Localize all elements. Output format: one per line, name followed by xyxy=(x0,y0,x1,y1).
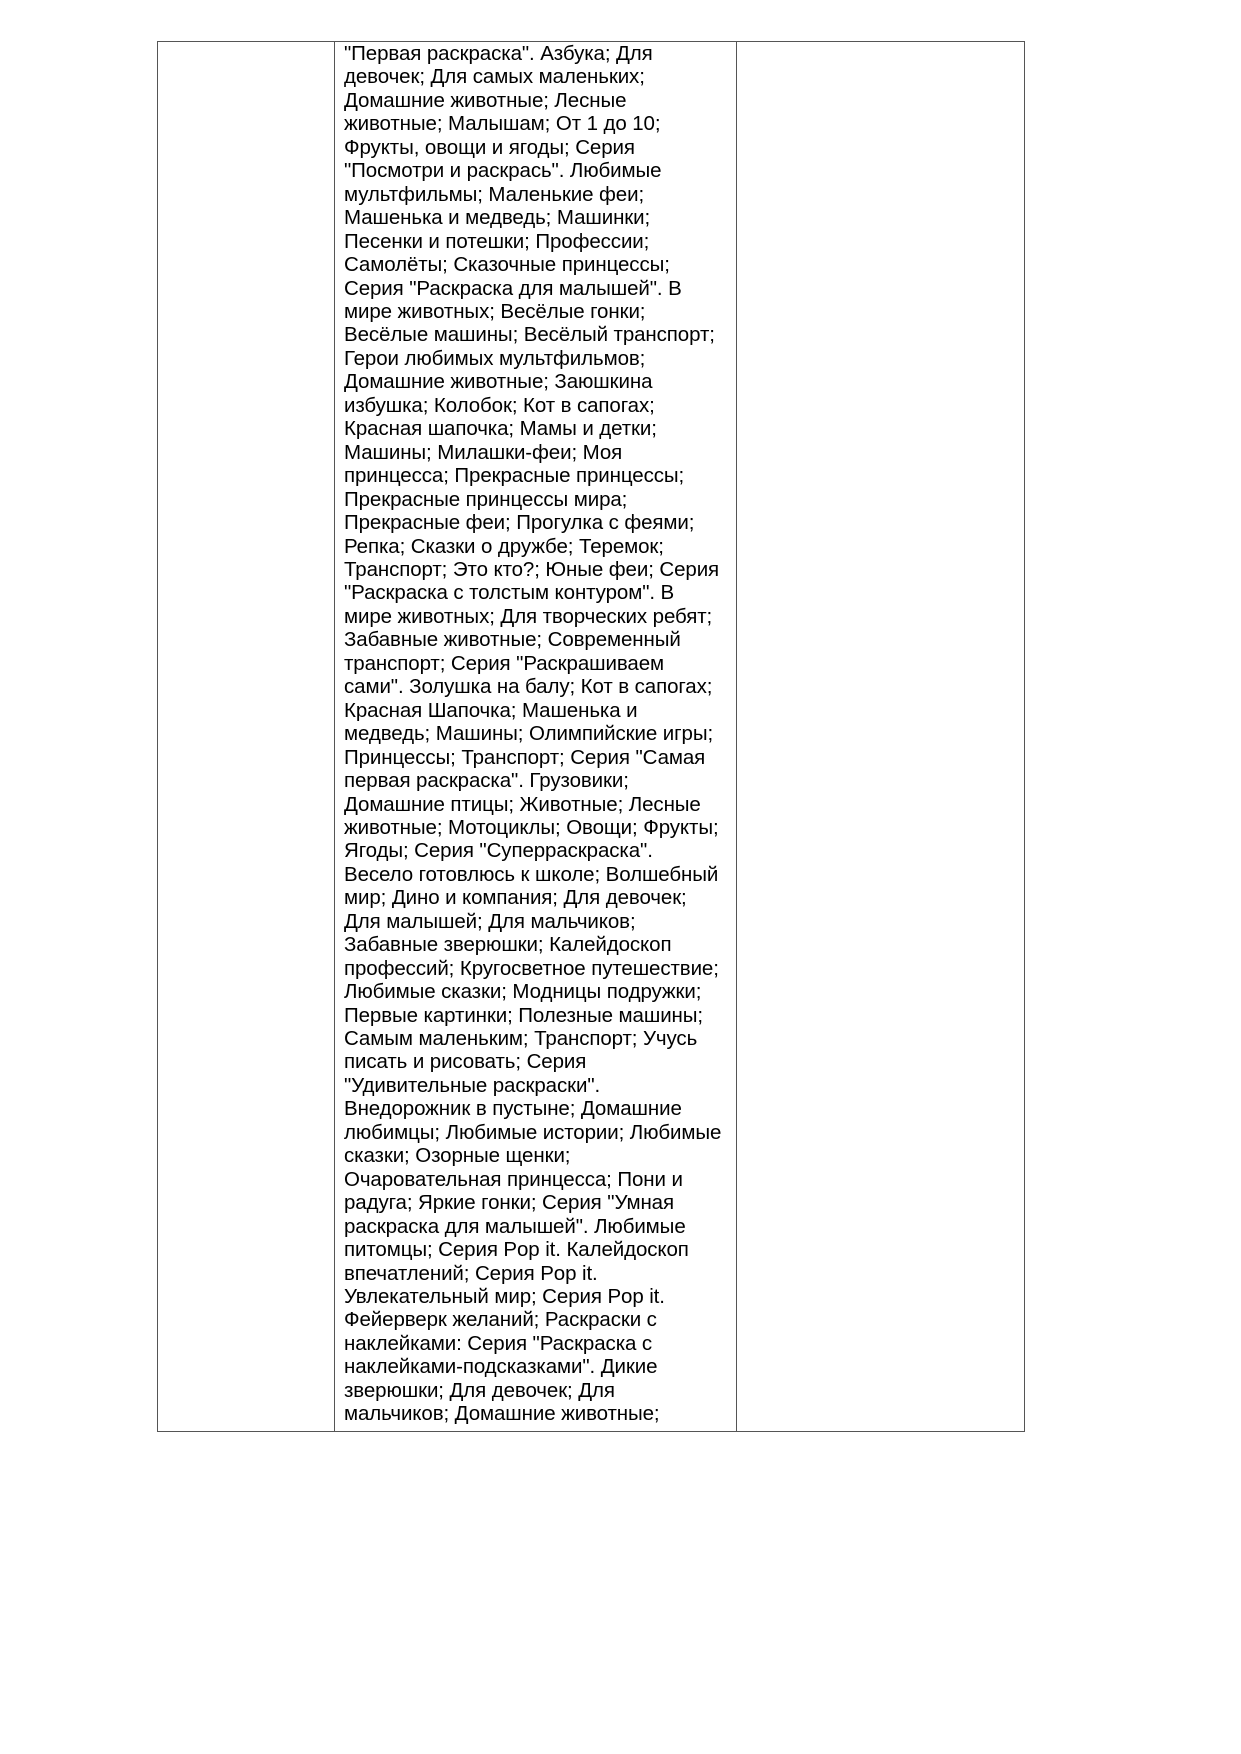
text-line: первая раскраска". Грузовики; xyxy=(344,769,629,793)
text-line: профессий; Кругосветное путешествие; xyxy=(344,956,719,980)
text-line: Фрукты, овощи и ягоды; Серия xyxy=(344,135,635,159)
text-line: "Первая раскраска". Азбука; Для xyxy=(344,42,653,65)
text-line: Машины; Милашки-феи; Моя xyxy=(344,440,623,464)
text-line: наклейками-подсказками". Дикие xyxy=(344,1355,658,1379)
text-line: писать и рисовать; Серия xyxy=(344,1050,587,1074)
text-line: сказки; Озорные щенки; xyxy=(344,1144,571,1168)
catalog-table xyxy=(157,41,1025,1432)
text-line: Увлекательный мир; Серия Pop it. xyxy=(344,1285,665,1309)
text-line: принцесса; Прекрасные принцессы; xyxy=(344,464,685,488)
text-line: Самым маленьким; Транспорт; Учусь xyxy=(344,1027,698,1051)
text-line: Герои любимых мультфильмов; xyxy=(344,346,646,370)
text-line: любимцы; Любимые истории; Любимые xyxy=(344,1120,722,1144)
text-line: радуга; Яркие гонки; Серия "Умная xyxy=(344,1191,674,1215)
text-line: "Удивительные раскраски". xyxy=(344,1073,601,1097)
text-line: Прекрасные принцессы мира; xyxy=(344,487,628,511)
text-line: девочек; Для самых маленьких; xyxy=(344,65,645,89)
text-line: мире животных; Для творческих ребят; xyxy=(344,604,713,628)
text-line: Транспорт; Это кто?; Юные феи; Серия xyxy=(344,557,720,581)
text-line: транспорт; Серия "Раскрашиваем xyxy=(344,651,664,675)
text-line: Песенки и потешки; Профессии; xyxy=(344,229,650,253)
text-line: "Посмотри и раскрась". Любимые xyxy=(344,159,662,183)
text-line: Первые картинки; Полезные машины; xyxy=(344,1003,703,1027)
text-line: наклейками: Серия "Раскраска с xyxy=(344,1331,653,1355)
text-line: Домашние птицы; Животные; Лесные xyxy=(344,792,701,816)
text-line: Красная шапочка; Мамы и детки; xyxy=(344,417,657,441)
text-line: зверюшки; Для девочек; Для xyxy=(344,1378,615,1402)
text-line: избушка; Колобок; Кот в сапогах; xyxy=(344,393,655,417)
text-line: Весело готовлюсь к школе; Волшебный xyxy=(344,862,719,886)
text-line: Забавные животные; Современный xyxy=(344,628,681,652)
text-line: мире животных; Весёлые гонки; xyxy=(344,299,646,323)
text-line: Репка; Сказки о дружбе; Теремок; xyxy=(344,534,664,558)
text-line: Самолёты; Сказочные принцессы; xyxy=(344,253,670,277)
text-line: сами". Золушка на балу; Кот в сапогах; xyxy=(344,675,713,699)
text-line: животные; Мотоциклы; Овощи; Фрукты; xyxy=(344,815,719,839)
text-line: мультфильмы; Маленькие феи; xyxy=(344,182,645,206)
text-line: мир; Дино и компания; Для девочек; xyxy=(344,886,687,910)
text-line: Серия "Раскраска для малышей". В xyxy=(344,276,682,300)
text-line: Любимые сказки; Модницы подружки; xyxy=(344,980,702,1004)
text-line: Красная Шапочка; Машенька и xyxy=(344,698,638,722)
text-line: Домашние животные; Заюшкина xyxy=(344,370,653,394)
text-line: Внедорожник в пустыне; Домашние xyxy=(344,1097,682,1121)
text-line: медведь; Машины; Олимпийские игры; xyxy=(344,722,714,746)
text-line: Машенька и медведь; Машинки; xyxy=(344,206,651,230)
text-line: Забавные зверюшки; Калейдоскоп xyxy=(344,933,672,957)
text-line: Принцессы; Транспорт; Серия "Самая xyxy=(344,745,706,769)
column-divider xyxy=(334,42,335,1431)
text-line: Для малышей; Для мальчиков; xyxy=(344,909,636,933)
text-line: Весёлые машины; Весёлый транспорт; xyxy=(344,323,715,347)
text-line: Фейерверк желаний; Раскраски с xyxy=(344,1308,657,1332)
text-line: раскраска для малышей". Любимые xyxy=(344,1214,686,1238)
text-line: Прекрасные феи; Прогулка с феями; xyxy=(344,511,695,535)
text-line: животные; Малышам; От 1 до 10; xyxy=(344,112,661,136)
text-line: Очаровательная принцесса; Пони и xyxy=(344,1167,683,1191)
series-list-cell xyxy=(344,42,739,1426)
text-line: впечатлений; Серия Pop it. xyxy=(344,1261,598,1285)
text-line: мальчиков; Домашние животные; xyxy=(344,1402,660,1426)
text-line: Домашние животные; Лесные xyxy=(344,88,627,112)
text-line: Ягоды; Серия "Суперраскраска". xyxy=(344,839,653,863)
text-line: "Раскраска с толстым контуром". В xyxy=(344,581,675,605)
text-line: питомцы; Серия Pop it. Калейдоскоп xyxy=(344,1238,689,1262)
